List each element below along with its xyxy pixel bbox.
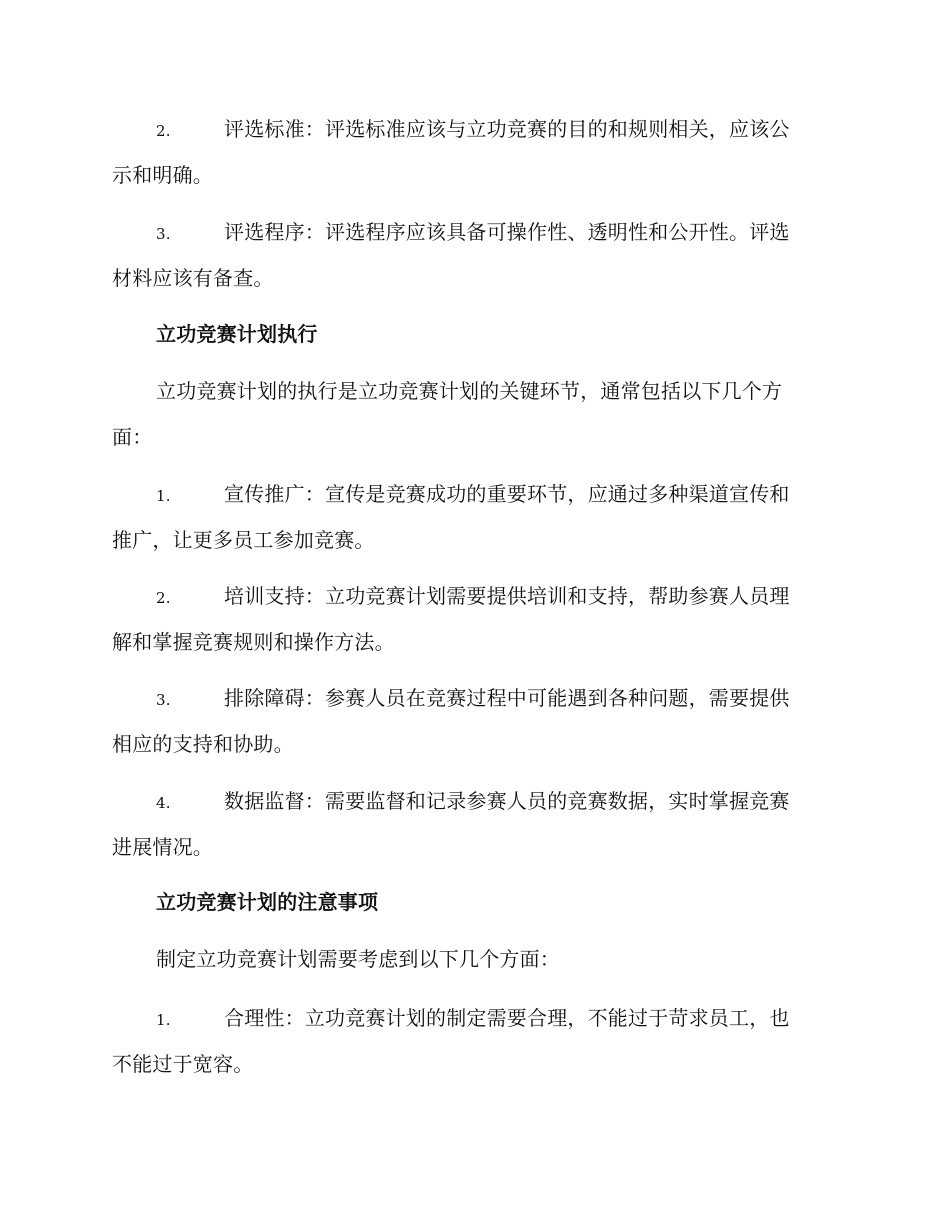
list-number: 1.: [156, 487, 171, 505]
list-text: 排除障碍：参赛人员在竞赛过程中可能遇到各种问题，需要提供: [224, 686, 790, 710]
list-text: 数据监督：需要监督和记录参赛人员的竞赛数据，实时掌握竞赛: [224, 789, 790, 813]
list-item: [112, 582, 834, 656]
list-item: [112, 218, 834, 292]
section-heading: 立功竞赛计划的注意事项: [156, 890, 379, 914]
list-item: [112, 1004, 834, 1078]
paragraph: [112, 945, 834, 973]
list-text-continuation: 解和掌握竞赛规则和操作方法。: [112, 630, 395, 654]
list-text-continuation: 推广，让更多员工参加竞赛。: [112, 528, 375, 552]
section-heading: 立功竞赛计划执行: [156, 322, 318, 346]
list-number: 1.: [156, 1011, 171, 1029]
list-text-continuation: 不能过于宽容。: [112, 1052, 254, 1076]
list-item: [112, 115, 834, 189]
list-item: [112, 480, 834, 554]
list-text-continuation: 进展情况。: [112, 835, 213, 859]
list-text-continuation: 相应的支持和协助。: [112, 732, 294, 756]
list-number: 3.: [156, 691, 171, 709]
list-text: 评选标准：评选标准应该与立功竞赛的目的和规则相关，应该公: [224, 117, 790, 141]
list-text: 评选程序：评选程序应该具备可操作性、透明性和公开性。评选: [224, 220, 790, 244]
paragraph-text-continuation: 面：: [112, 425, 153, 449]
paragraph-text: 制定立功竞赛计划需要考虑到以下几个方面：: [156, 947, 560, 971]
list-item: [112, 684, 834, 758]
paragraph-text: 立功竞赛计划的执行是立功竞赛计划的关键环节，通常包括以下几个方: [156, 379, 783, 403]
list-text: 合理性：立功竞赛计划的制定需要合理，不能过于苛求员工，也: [224, 1006, 790, 1030]
list-text: 培训支持：立功竞赛计划需要提供培训和支持，帮助参赛人员理: [224, 584, 790, 608]
list-number: 3.: [156, 225, 171, 243]
list-text-continuation: 材料应该有备查。: [112, 266, 274, 290]
list-number: 2.: [156, 589, 171, 607]
list-item: [112, 787, 834, 861]
list-number: 4.: [156, 794, 171, 812]
list-number: 2.: [156, 122, 171, 140]
list-text: 宣传推广：宣传是竞赛成功的重要环节，应通过多种渠道宣传和: [224, 482, 790, 506]
paragraph: [112, 377, 834, 451]
list-text-continuation: 示和明确。: [112, 163, 213, 187]
